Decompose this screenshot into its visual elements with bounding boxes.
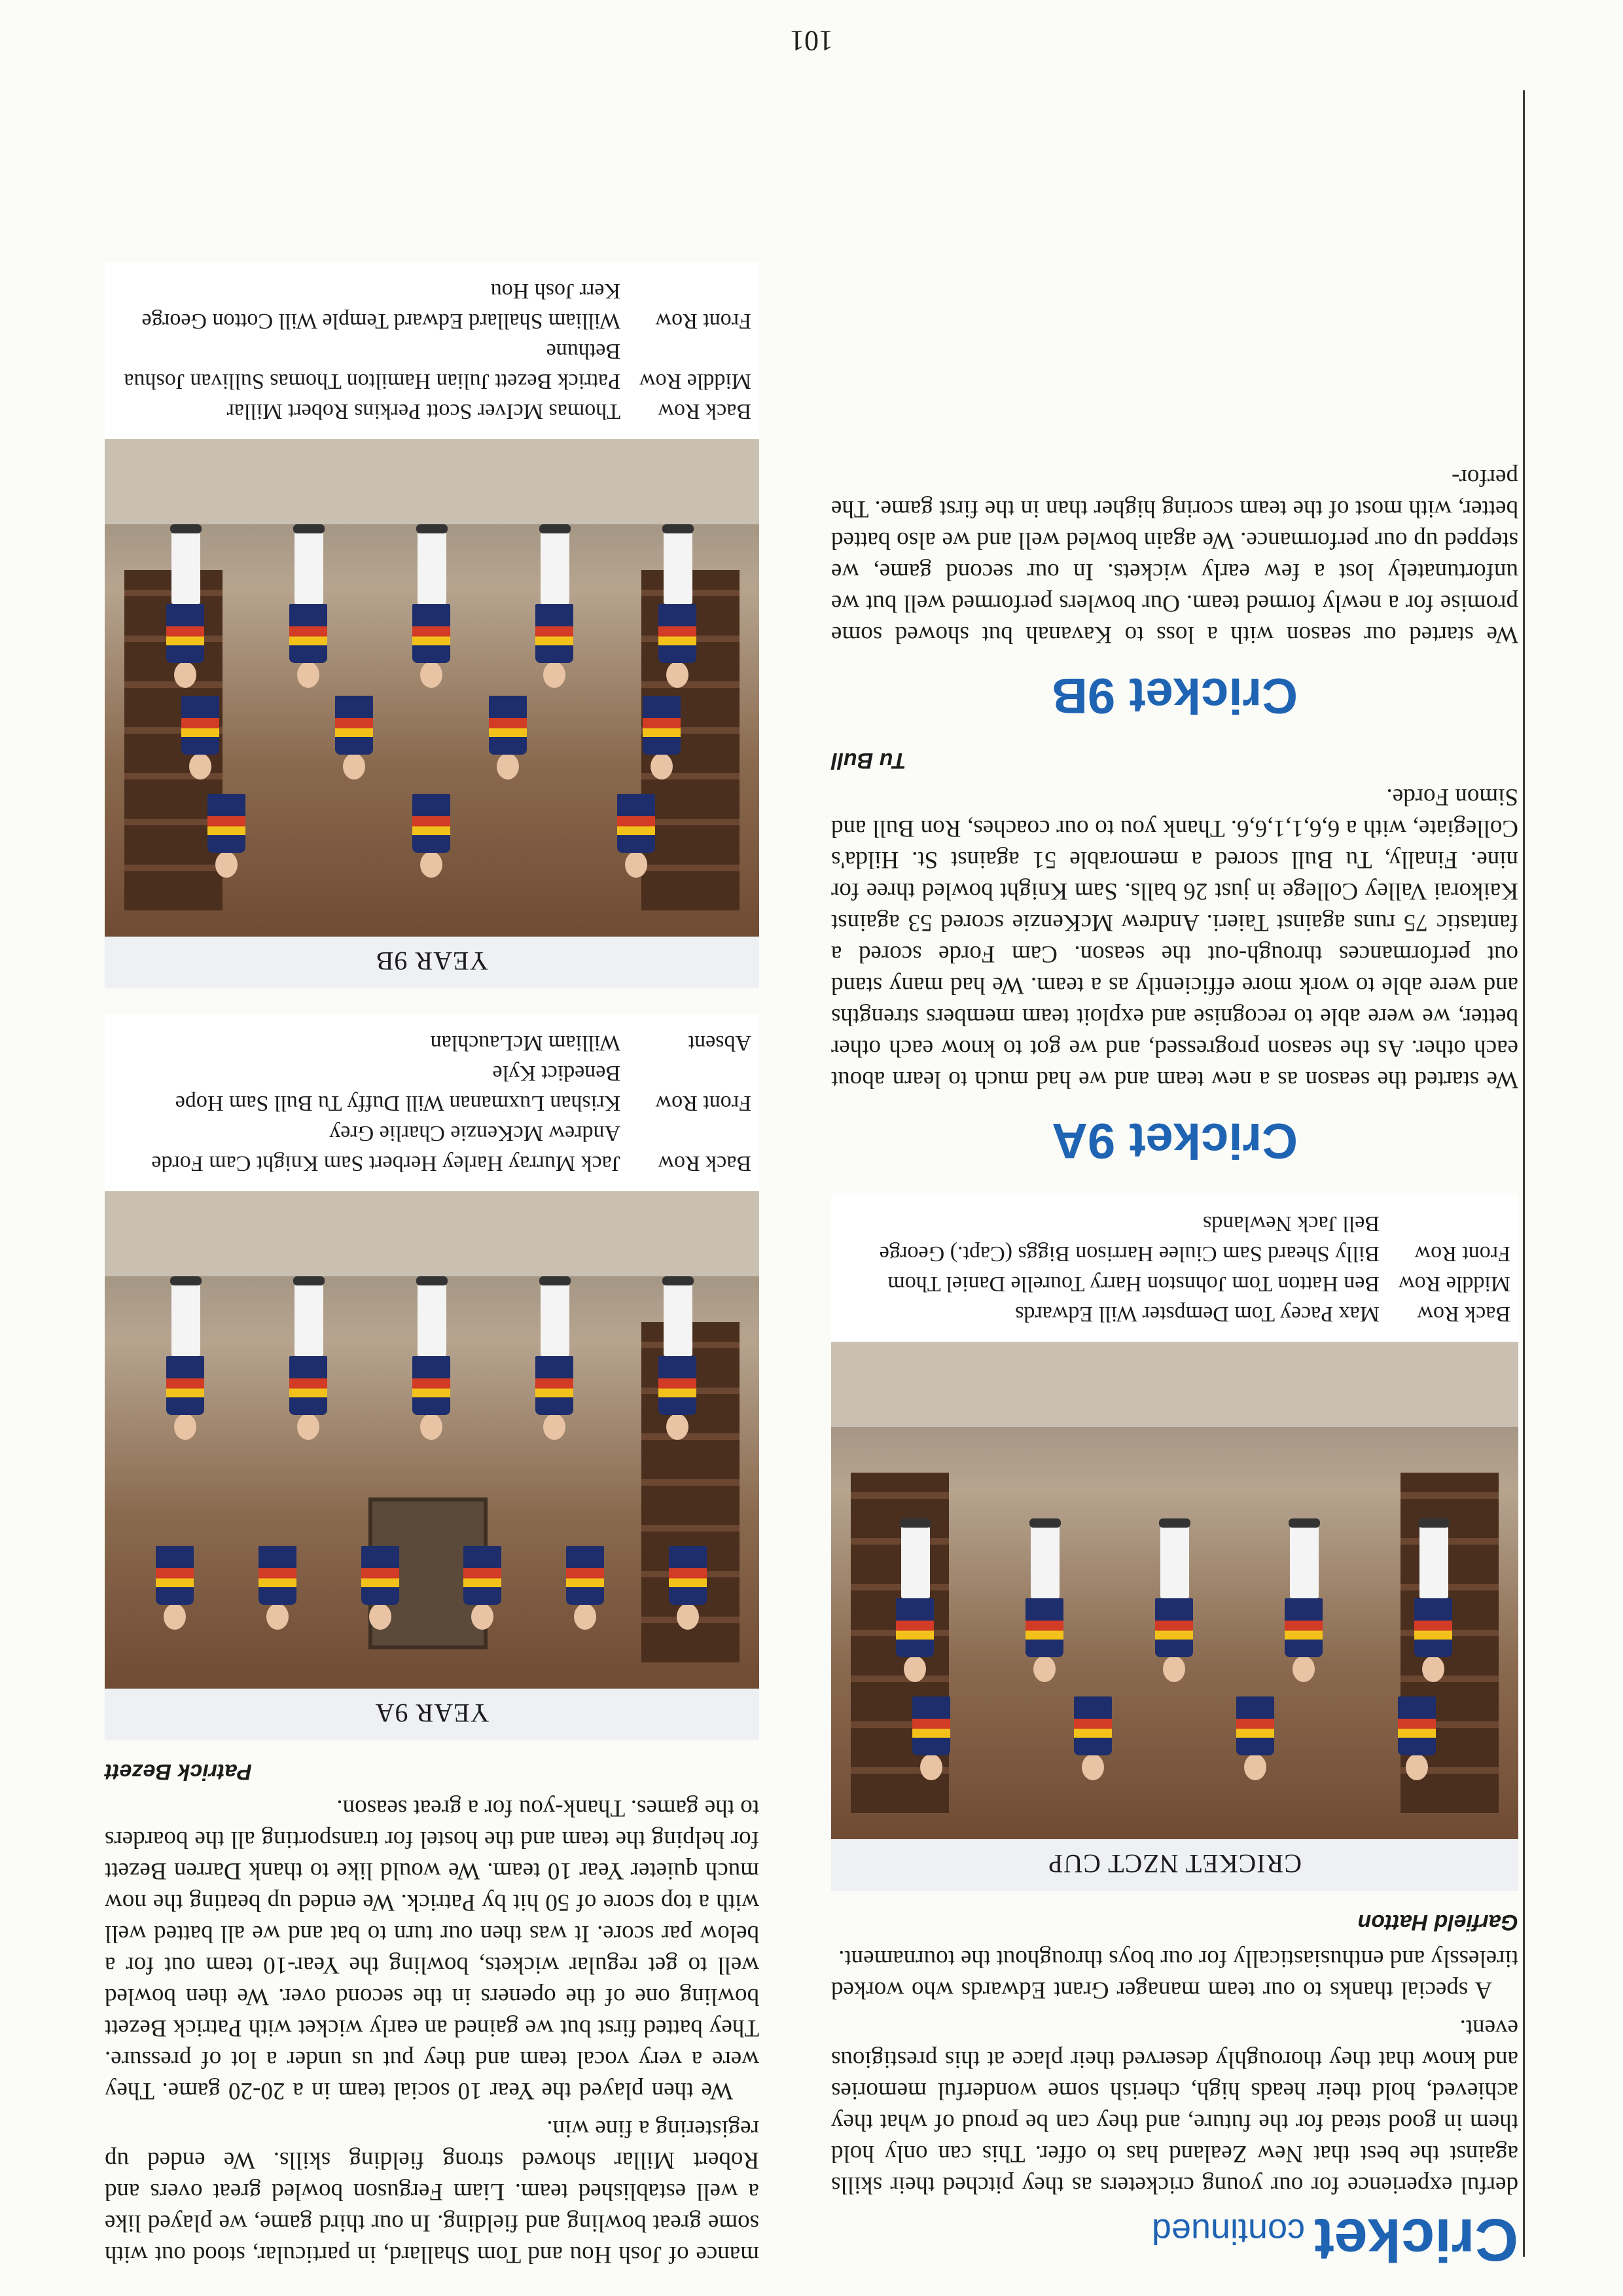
row-names: Jack Murray Harley Herbert Sam Knight Cam Forde Andrew McKenzie Charlie Grey: [151, 1121, 620, 1175]
continued-author: Patrick Bezett: [105, 1759, 252, 1784]
nzct-name-list: [831, 1195, 1518, 1342]
section-heading-title: Cricket: [1314, 2206, 1518, 2273]
row-names: Billy Sheard Sam Ciulee Harrison Biggs (Capt.) George Bell Jack Newlands: [879, 1211, 1380, 1266]
section-heading-suffix: continued: [1151, 2212, 1306, 2251]
cricket-9b-heading: Cricket 9B: [1052, 668, 1298, 723]
nzct-team-photo: [831, 1342, 1518, 1839]
row-label: Back Row: [1417, 1302, 1510, 1326]
year9b-photo-title: YEAR 9B: [105, 937, 759, 988]
row-names: Patrick Bezett Julian Hamilton Thomas Sullivan Joshua Bethune: [124, 339, 620, 393]
photo-back-row: [124, 1466, 740, 1630]
photo-front-row: [124, 524, 740, 688]
photo-front-row: [124, 1276, 740, 1440]
row-names: William McLauchlan: [430, 1031, 620, 1055]
intro-paragraph-1: derful experience for our young cricketers as they pitched their skills against the best that New Zealand has to offer. This can only hold them in good stead for the future, and they can be proud of what they achieved, hold their heads high, cherish some wonderful memories and know that they thoroughly deserved their place at this prestigious event.: [831, 2015, 1518, 2198]
cricket-9a-paragraph: We started the season as a new team and we had much to learn about each other. As the season progressed, and we got to know each other better, we were able to recognise and exploit team members strengths and were able to work more efficiently as a team. We had many stand out performances through-out the season. Cam Forde scored a fantastic 75 runs against Taieri. Andrew McKenzie scored 53 against Kaikorai Valley College in just 26 balls. Sam Knight bowled three for nine. Finally, Tu Bull scored a memorable 51 against St. Hilda's Collegiate, with a 6,6,1,1,6,6. Thank you to our coaches, Ron Bull and Simon Forde.: [831, 783, 1518, 1093]
row-label: Back Row: [658, 1151, 751, 1175]
nzct-photo-title: CRICKET NZCT CUP: [831, 1839, 1518, 1891]
row-label: Front Row: [655, 309, 751, 333]
row-label: Absent: [688, 1031, 751, 1055]
year9a-photo-title: YEAR 9A: [105, 1689, 759, 1740]
cricket-9a-heading: Cricket 9A: [1052, 1113, 1298, 1168]
continued-paragraph-1: mance of Josh Hou and Tom Shallard, in particular, stood out with some great bowling and fielding. In our third game, we played like a well established team. Liam Ferguson bowled great overs and Robert Millar showed strong fielding skills. We ended up registering a fine win.: [105, 2115, 759, 2268]
row-label: Middle Row: [1399, 1272, 1510, 1296]
continued-paragraph-2: We then played the Year 10 social team in a 20-20 game. They were a very vocal team and they put us under a lot of pressure. They batted first but we gained an early wicket with Patrick Bezett bowling one of the openers in the second over. We then bowled well to get regular wickets, bowling the Year-10 team out for a below par score. It was then our turn to bat and we all batted well with a top score of 50 hit by Patrick. We ended up beating the now much quieter Year 10 team. We would like to thank Darren Bezett for helping the team and the hostel for transporting all the boarders to the games. Thank-you for a great season.: [105, 1795, 759, 2104]
row-names: Thomas McIver Scott Perkins Robert Millar: [226, 399, 620, 423]
nzct-photo-card: [831, 1195, 1518, 1891]
right-column: [105, 236, 759, 2270]
cricket-9a-author: Tu Bull: [831, 748, 906, 773]
cricket-9b-paragraph: We started our season with a loss to Kavanah but showed some promise for a newly formed team. Our bowlers performed well but we unfortunately lost a few early wickets. In our second game, we stepped up our performance. We again bowled well and we also batted better, with most of the team scoring higher than in the first game. The perfor-: [831, 464, 1518, 648]
row-label: Back Row: [658, 399, 751, 423]
photo-front-row: [851, 1518, 1499, 1682]
intro-author: Garfield Hatton: [1357, 1910, 1518, 1935]
row-names: Krishan Luxmanan Will Duffy Tu Bull Sam Hope Benedict Kyle: [175, 1061, 620, 1115]
row-label: Front Row: [655, 1091, 751, 1115]
page-number: 101: [790, 25, 833, 57]
row-names: Max Pacey Tom Dempster Will Edwards: [1015, 1302, 1380, 1326]
year9b-photo-card: [105, 262, 759, 988]
row-names: William Shallard Edward Temple Will Cotton George Kerr Josh Hou: [141, 279, 620, 333]
year9a-team-photo: [105, 1191, 759, 1689]
row-label: Front Row: [1414, 1242, 1510, 1266]
year9a-name-list: [105, 1014, 759, 1191]
year9a-photo-card: [105, 1014, 759, 1740]
row-names: Ben Hatton Tom Johnston Harry Tourelle Daniel Thom: [887, 1272, 1380, 1296]
row-label: Middle Row: [639, 369, 751, 393]
section-heading: [831, 2206, 1518, 2273]
margin-rule: [1523, 90, 1525, 2257]
year9b-team-photo: [105, 439, 759, 937]
left-column: [831, 455, 1518, 2273]
intro-paragraph-2: A special thanks to our team manager Grant Edwards who worked tirelessly and enthusiastically for our boys throughout the tournament.: [831, 1945, 1518, 2003]
year9b-name-list: [105, 262, 759, 439]
